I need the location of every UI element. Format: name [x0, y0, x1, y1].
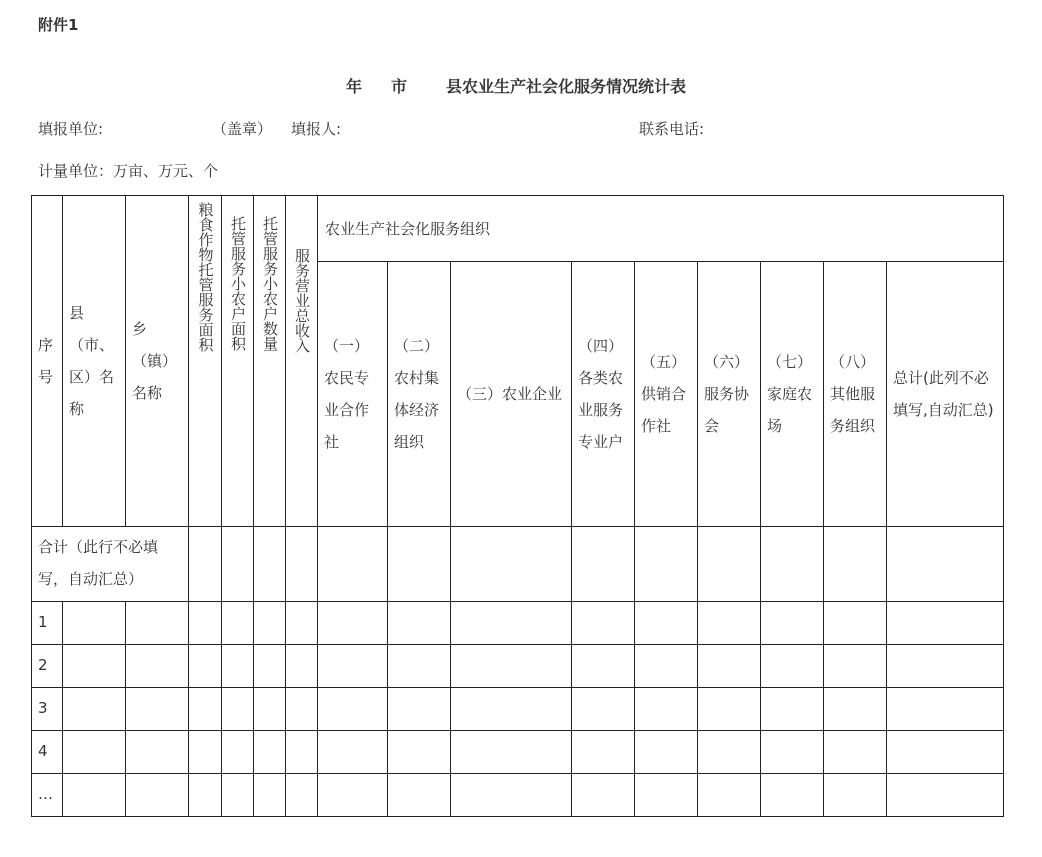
table-cell[interactable]: [222, 731, 254, 774]
col-org-4: （四）各类农业服务专业户: [572, 262, 635, 527]
table-cell[interactable]: [189, 527, 222, 602]
table-cell[interactable]: [388, 645, 451, 688]
table-cell[interactable]: [286, 731, 318, 774]
title-city: 市: [391, 77, 408, 96]
table-cell[interactable]: [254, 688, 286, 731]
table-cell[interactable]: [451, 645, 572, 688]
row-number: …: [32, 774, 63, 817]
table-cell[interactable]: [635, 602, 698, 645]
total-row-label: 合计（此行不必填写，自动汇总）: [32, 527, 189, 602]
table-cell[interactable]: [286, 602, 318, 645]
table-cell[interactable]: [189, 602, 222, 645]
table-row: [32, 602, 1004, 645]
table-cell[interactable]: [388, 774, 451, 817]
table-cell[interactable]: [286, 688, 318, 731]
table-cell[interactable]: [254, 731, 286, 774]
col-org-5: （五）供销合作社: [635, 262, 698, 527]
col-grain: 粮食作物托管服务面积: [189, 196, 222, 527]
table-cell[interactable]: [635, 688, 698, 731]
table-cell[interactable]: [761, 688, 824, 731]
table-cell[interactable]: [318, 645, 388, 688]
filler-label: 填报人:: [291, 120, 342, 138]
table-cell[interactable]: [451, 774, 572, 817]
table-cell[interactable]: [222, 688, 254, 731]
table-cell[interactable]: [572, 774, 635, 817]
table-cell[interactable]: [572, 527, 635, 602]
table-cell[interactable]: [572, 688, 635, 731]
statistics-table: [31, 195, 1004, 817]
col-seq: 序号: [32, 196, 63, 527]
table-cell[interactable]: [388, 731, 451, 774]
col-small-count: 托管服务小农户数量: [254, 196, 286, 527]
table-cell[interactable]: [286, 527, 318, 602]
table-cell[interactable]: [189, 688, 222, 731]
table-cell[interactable]: [887, 688, 1004, 731]
table-cell[interactable]: [318, 688, 388, 731]
table-cell[interactable]: [572, 602, 635, 645]
table-cell[interactable]: [698, 731, 761, 774]
table-cell[interactable]: [63, 688, 126, 731]
table-cell[interactable]: [451, 602, 572, 645]
table-row: [32, 688, 1004, 731]
table-cell[interactable]: [824, 688, 887, 731]
total-row: [32, 527, 1004, 602]
table-cell[interactable]: [572, 731, 635, 774]
seal-label: （盖章）: [212, 120, 273, 138]
col-town: 乡（镇）名称: [126, 196, 189, 527]
table-cell[interactable]: [318, 602, 388, 645]
table-cell[interactable]: [635, 731, 698, 774]
col-org-7: （七）家庭农场: [761, 262, 824, 527]
table-cell[interactable]: [388, 527, 451, 602]
measure-unit-label: 计量单位：万亩、万元、个: [38, 162, 219, 180]
table-cell[interactable]: [761, 645, 824, 688]
group-orgs-header: 农业生产社会化服务组织: [318, 196, 1004, 262]
table-cell[interactable]: [635, 645, 698, 688]
table-cell[interactable]: [887, 527, 1004, 602]
table-cell[interactable]: [451, 527, 572, 602]
table-cell[interactable]: [824, 731, 887, 774]
table-row: [32, 774, 1004, 817]
table-cell[interactable]: [761, 527, 824, 602]
col-org-3: （三）农业企业: [451, 262, 572, 527]
table-cell[interactable]: [126, 602, 189, 645]
table-cell[interactable]: [388, 602, 451, 645]
col-org-2: （二）农村集体经济组织: [388, 262, 451, 527]
title-rest: 县农业生产社会化服务情况统计表: [446, 77, 687, 96]
table-cell[interactable]: [63, 645, 126, 688]
table-cell[interactable]: [222, 645, 254, 688]
col-small-area: 托管服务小农户面积: [222, 196, 254, 527]
table-cell[interactable]: [318, 527, 388, 602]
col-org-8: （八）其他服务组织: [824, 262, 887, 527]
col-revenue: 服务营业总收入: [286, 196, 318, 527]
table-cell[interactable]: [63, 774, 126, 817]
table-cell[interactable]: [761, 731, 824, 774]
table-cell[interactable]: [126, 731, 189, 774]
table-cell[interactable]: [887, 645, 1004, 688]
table-cell[interactable]: [761, 602, 824, 645]
row-number: 1: [32, 602, 63, 645]
table-cell[interactable]: [126, 688, 189, 731]
table-cell[interactable]: [318, 774, 388, 817]
col-county: 县（市、区）名称: [63, 196, 126, 527]
table-cell[interactable]: [63, 602, 126, 645]
row-number: 4: [32, 731, 63, 774]
table-cell[interactable]: [635, 774, 698, 817]
table-cell[interactable]: [451, 731, 572, 774]
attachment-label: 附件1: [38, 16, 79, 34]
table-cell[interactable]: [222, 774, 254, 817]
col-org-total: 总计(此列不必填写,自动汇总): [887, 262, 1004, 527]
table-cell[interactable]: [824, 645, 887, 688]
table-cell[interactable]: [126, 645, 189, 688]
table-cell[interactable]: [698, 602, 761, 645]
table-cell[interactable]: [254, 527, 286, 602]
table-cell[interactable]: [254, 602, 286, 645]
col-org-1: （一）农民专业合作社: [318, 262, 388, 527]
table-cell[interactable]: [824, 774, 887, 817]
table-cell[interactable]: [254, 774, 286, 817]
table-cell[interactable]: [126, 774, 189, 817]
table-cell[interactable]: [254, 645, 286, 688]
table-cell[interactable]: [824, 527, 887, 602]
table-cell[interactable]: [887, 774, 1004, 817]
table-cell[interactable]: [286, 645, 318, 688]
table-cell[interactable]: [286, 774, 318, 817]
table-cell[interactable]: [189, 731, 222, 774]
table-cell[interactable]: [572, 645, 635, 688]
table-cell[interactable]: [451, 688, 572, 731]
table-cell[interactable]: [698, 645, 761, 688]
table-cell[interactable]: [222, 602, 254, 645]
table-cell[interactable]: [698, 688, 761, 731]
table-cell[interactable]: [189, 645, 222, 688]
col-org-6: （六）服务协会: [698, 262, 761, 527]
table-row: [32, 731, 1004, 774]
table-row: [32, 645, 1004, 688]
fill-unit-label: 填报单位:: [38, 120, 104, 138]
table-cell[interactable]: [698, 527, 761, 602]
table-cell[interactable]: [698, 774, 761, 817]
table-cell[interactable]: [222, 527, 254, 602]
table-cell[interactable]: [189, 774, 222, 817]
title-year: 年: [346, 77, 363, 96]
table-cell[interactable]: [635, 527, 698, 602]
row-number: 2: [32, 645, 63, 688]
table-cell[interactable]: [388, 688, 451, 731]
table-cell[interactable]: [318, 731, 388, 774]
table-cell[interactable]: [887, 602, 1004, 645]
row-number: 3: [32, 688, 63, 731]
table-cell[interactable]: [824, 602, 887, 645]
table-cell[interactable]: [63, 731, 126, 774]
table-cell[interactable]: [761, 774, 824, 817]
table-cell[interactable]: [887, 731, 1004, 774]
phone-label: 联系电话:: [639, 120, 705, 138]
